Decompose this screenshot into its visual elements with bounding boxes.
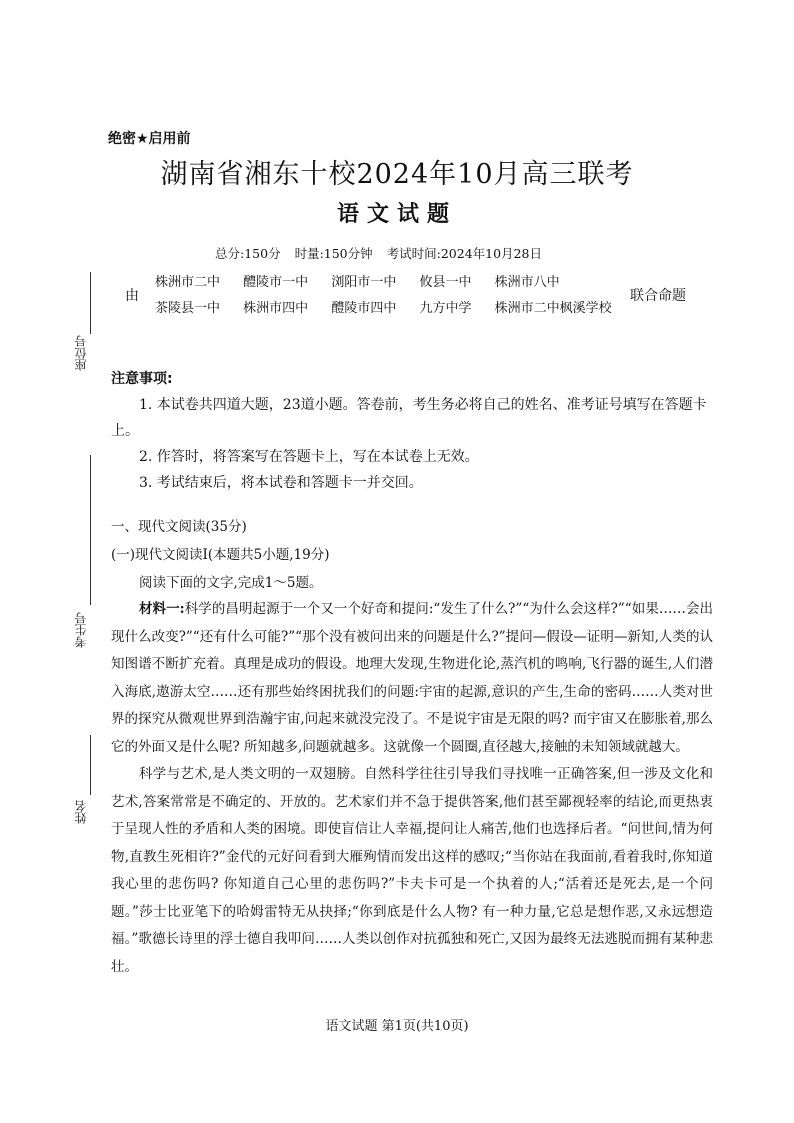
school: 茶陵县一中	[155, 301, 221, 316]
schools-row-1	[155, 271, 579, 290]
notice-item: 1. 本试卷共四道大题，23道小题。答卷前，考生务必将自己的姓名、准考证号填写在答题卡上。	[111, 397, 707, 439]
page-footer: 语文试题 第1页(共10页)	[325, 1019, 469, 1034]
meta-time: 时量:150分钟	[294, 246, 373, 261]
passage	[111, 596, 713, 981]
school: 株洲市八中	[494, 275, 560, 290]
paragraph-text: 科学的昌明起源于一个又一个好奇和提问:“发生了什么?”“为什么会这样?”“如果……会出现什么改变?”“还有什么可能?”“那个没有被问出来的问题是什么?”提问—假设—证明—新知,人类的认知图谱不断扩充着。真理是成功的假设。地理大发现,生物进化论,蒸汽机的鸣响,飞行器的诞生,人们潜入海底,遨游太空……还有那些始终困扰我们的问题:宇宙的起源,意识的产生,生命的密码……人类对世界的探究从微观世界到浩瀚宇宙,问起来就没完没了。不是说宇宙是无限的吗? 而宇宙又在膨胀着,那么它的外面又是什么呢? 所知越多,问题就越多。这就像一个圆圈,直径越大,接触的未知领域就越大。	[111, 601, 714, 755]
name-field-label: 姓名	[74, 800, 88, 824]
material-label: 材料一:	[139, 601, 185, 617]
school: 攸县一中	[419, 275, 472, 290]
notice-heading: 注意事项:	[111, 371, 173, 387]
notice-item: 2. 作答时，将答案写在答题卡上，写在本试卷上无效。	[139, 449, 479, 465]
school: 浏阳市一中	[331, 275, 397, 290]
school: 醴陵市四中	[331, 301, 397, 316]
schools-row-2	[155, 297, 631, 316]
seat-line	[90, 272, 91, 334]
school: 株洲市四中	[243, 301, 309, 316]
notice-item: 3. 考试结束后，将本试卷和答题卡一并交回。	[139, 475, 423, 491]
section-title: 一、现代文阅读(35分)	[111, 519, 247, 535]
school: 株洲市二中	[155, 275, 221, 290]
school: 株洲市二中枫溪学校	[494, 301, 612, 316]
seat-field-label: 座位号	[74, 335, 88, 371]
meta-total: 总分:150分	[215, 246, 281, 261]
school: 醴陵市一中	[243, 275, 309, 290]
passage-paragraph-1	[111, 596, 713, 761]
joint-label: 联合命题	[630, 288, 686, 304]
exam-subtitle: 语文试题	[336, 201, 457, 227]
subsection-title: (一)现代文阅读Ⅰ(本题共5小题,19分)	[111, 547, 330, 563]
notice-list	[111, 392, 711, 496]
secret-label: 绝密★启用前	[108, 131, 191, 147]
passage-paragraph-2: 科学与艺术,是人类文明的一双翅膀。自然科学往往引导我们寻找唯一正确答案,但一涉及文化和艺术,答案常常是不确定的、开放的。艺术家们并不急于提供答案,他们甚至鄙视轻率的结论,而更热衷于呈现人性的矛盾和人类的困境。即使盲信让人幸福,提问让人痛苦,他们也选择后者。“问世间,情为何物,直教生死相许?”金代的元好问看到大雁殉情而发出这样的感叹;“当你站在我面前,看着我时,你知道我心里的悲伤吗? 你知道自己心里的悲伤吗?”卡夫卡可是一个执着的人;“活着还是死去,是一个问题。”莎士比亚笔下的哈姆雷特无从抉择;“你到底是什么人物? 有一种力量,它总是想作恶,又永远想造福。”歌德长诗里的浮士德自我叩问……人类以创作对抗孤独和死亡,又因为最终无法逃脱而拥有某种悲壮。	[111, 766, 713, 975]
exam-meta	[215, 244, 552, 262]
school: 九方中学	[419, 301, 472, 316]
exam-no-field-label: 考生号	[74, 612, 88, 648]
meta-date: 考试时间:2024年10月28日	[386, 246, 542, 261]
exam-no-line	[90, 455, 91, 605]
exam-title: 湖南省湘东十校2024年10月高三联考	[160, 159, 634, 190]
by-label: 由	[125, 288, 139, 304]
name-line	[90, 735, 91, 795]
instruction: 阅读下面的文字,完成1～5题。	[139, 575, 323, 591]
